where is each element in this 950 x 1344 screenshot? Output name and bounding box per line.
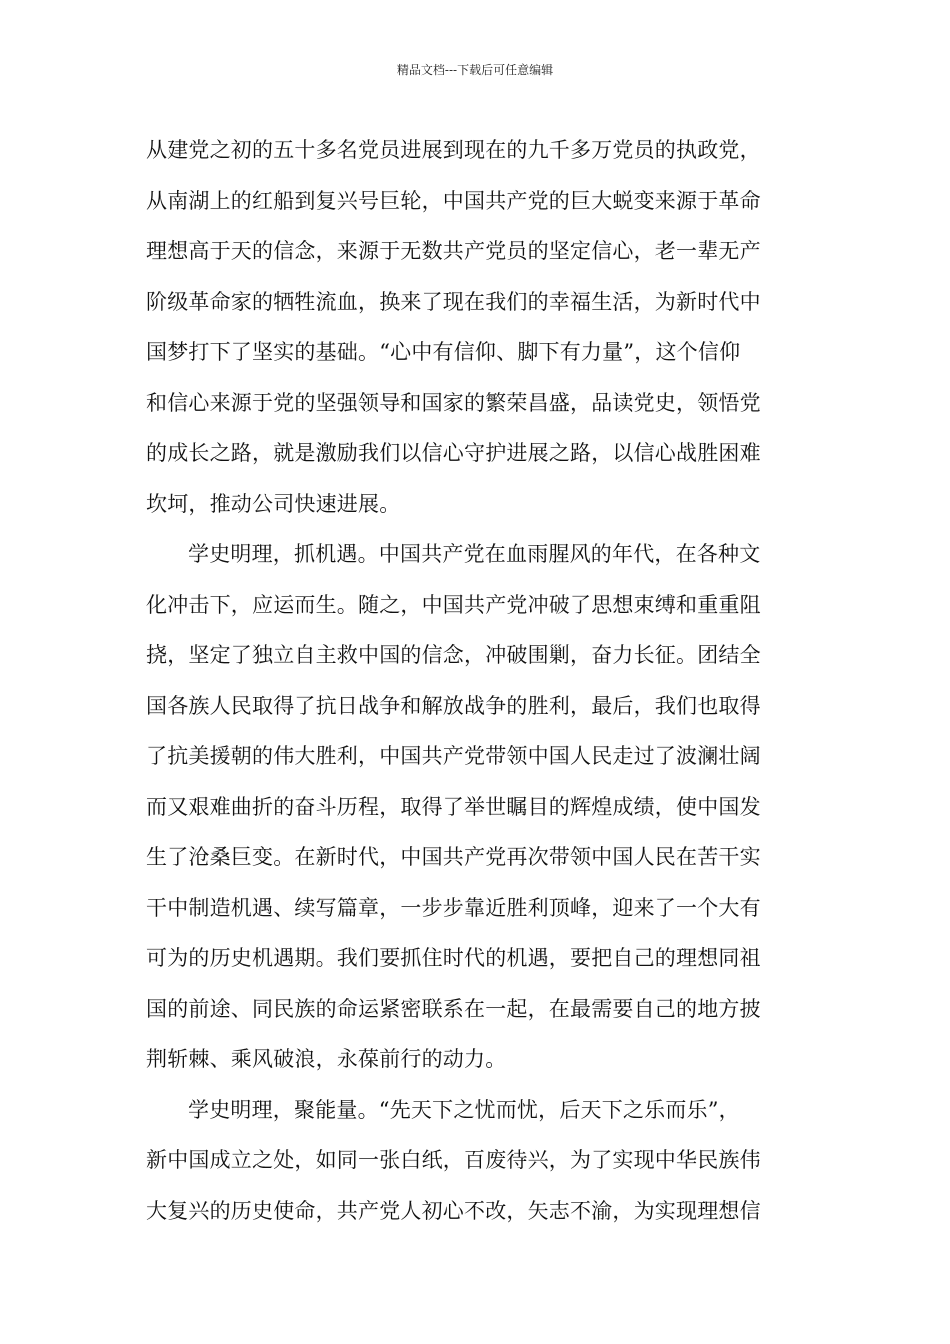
text-line: 生了沧桑巨变。在新时代，中国共产党再次带领中国人民在苦干实 (146, 845, 761, 869)
text-line: 了抗美援朝的伟大胜利，中国共产党带领中国人民走过了波澜壮阔 (146, 744, 761, 768)
document-body (146, 125, 806, 1236)
text-line: 国的前途、同民族的命运紧密联系在一起，在最需要自己的地方披 (146, 996, 761, 1021)
paragraph-1 (146, 125, 806, 529)
text-line: 理想高于天的信念，来源于无数共产党员的坚定信心，老一辈无产 (146, 239, 761, 263)
text-line: 而又艰难曲折的奋斗历程，取得了举世瞩目的辉煌成绩，使中国发 (146, 794, 761, 819)
text-line: 阶级革命家的牺牲流血，换来了现在我们的幸福生活，为新时代中 (146, 289, 761, 314)
text-line: 大复兴的历史使命，共产党人初心不改，矢志不渝，为实现理想信 (146, 1198, 761, 1223)
paragraph-2 (146, 529, 806, 1085)
text-line: 的成长之路，就是激励我们以信心守护进展之路，以信心战胜困难 (146, 441, 761, 465)
text-line: 可为的历史机遇期。我们要抓住时代的机遇，要把自己的理想同祖 (146, 946, 761, 970)
text-line: 从建党之初的五十多名党员进展到现在的九千多万党员的执政党， (146, 138, 761, 162)
text-line-first: 学史明理，聚能量。“先天下之忧而忧，后天下之乐而乐”， (188, 1097, 740, 1122)
text-line: 坎坷，推动公司快速进展。 (146, 491, 401, 516)
text-line: 荆斩棘、乘风破浪，永葆前行的动力。 (146, 1047, 507, 1071)
text-line: 从南湖上的红船到复兴号巨轮，中国共产党的巨大蜕变来源于革命 (146, 188, 761, 213)
text-line: 和信心来源于党的坚强领导和国家的繁荣昌盛，品读党史，领悟党 (146, 390, 761, 415)
text-line: 挠，坚定了独立自主救中国的信念，冲破围剿，奋力长征。团结全 (146, 643, 761, 667)
text-line-first: 学史明理，抓机遇。中国共产党在血雨腥风的年代，在各种文 (188, 542, 761, 566)
page-header: 精品文档---下载后可任意编辑 (396, 63, 554, 77)
text-line: 干中制造机遇、续写篇章，一步步靠近胜利顶峰，迎来了一个大有 (146, 895, 761, 920)
text-line: 化冲击下，应运而生。随之，中国共产党冲破了思想束缚和重重阻 (146, 592, 761, 617)
text-line: 新中国成立之处，如同一张白纸，百废待兴，为了实现中华民族伟 (146, 1148, 761, 1172)
text-line: 国梦打下了坚实的基础。“心中有信仰、脚下有力量”，这个信仰 (146, 340, 741, 364)
text-line: 国各族人民取得了抗日战争和解放战争的胜利，最后，我们也取得 (146, 693, 761, 718)
paragraph-3 (146, 1085, 806, 1237)
